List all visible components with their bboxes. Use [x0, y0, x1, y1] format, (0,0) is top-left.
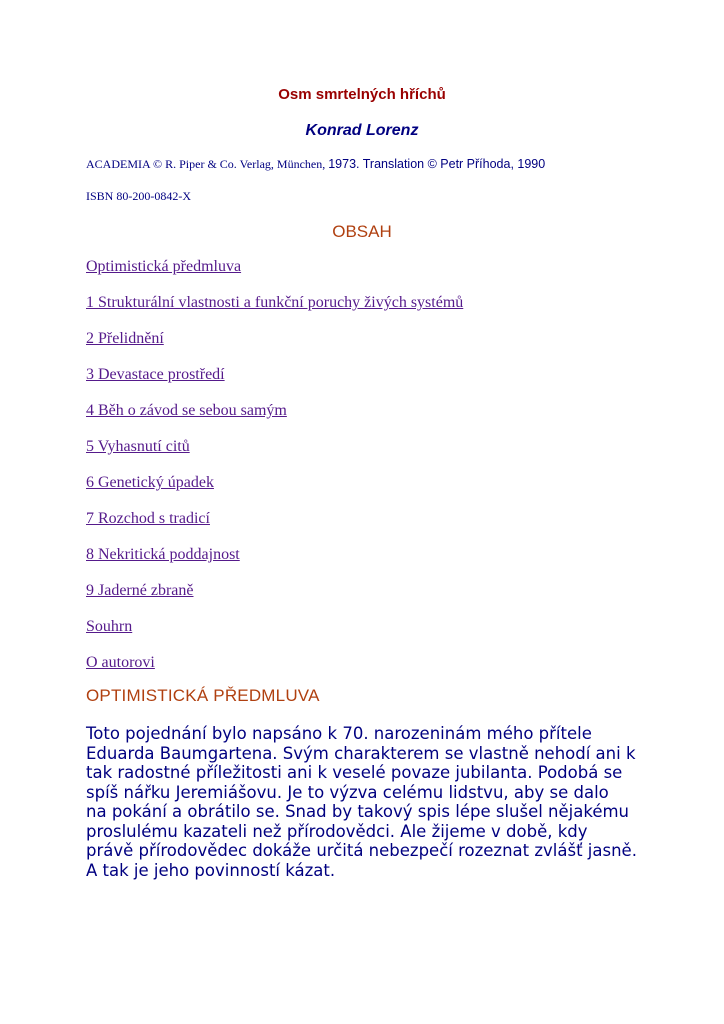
toc-item — [86, 438, 463, 474]
toc-item — [86, 474, 463, 510]
paragraph-line: proslulému kazateli než přírodovědci. Ale žijeme v době, kdy — [86, 821, 588, 841]
table-of-contents — [86, 258, 463, 690]
toc-link-chapter-8[interactable]: 8 Nekritická poddajnost — [86, 546, 240, 563]
toc-link-chapter-2[interactable]: 2 Přelidnění — [86, 330, 164, 347]
paragraph-line: spíš nářku Jeremiášovu. Je to výzva celému lidstvu, aby se dalo — [86, 782, 609, 802]
toc-item — [86, 618, 463, 654]
paragraph-line: Toto pojednání bylo napsáno k 70. narozeninám mého přítele — [86, 724, 592, 743]
toc-item — [86, 258, 463, 294]
paragraph-line: A tak je jeho povinností kázat. — [86, 860, 336, 880]
publication-info-serif: ACADEMIA © R. Piper & Co. Verlag, München, — [86, 157, 329, 171]
toc-item — [86, 546, 463, 582]
toc-link-chapter-3[interactable]: 3 Devastace prostředí — [86, 366, 225, 383]
toc-item — [86, 582, 463, 618]
toc-link-chapter-6[interactable]: 6 Genetický úpadek — [86, 474, 214, 491]
toc-link-chapter-7[interactable]: 7 Rozchod s tradicí — [86, 510, 210, 527]
toc-item — [86, 654, 463, 690]
paragraph-line: právě přírodovědec dokáže určitá nebezpečí rozeznat zvlášť jasně. — [86, 841, 637, 860]
publication-info-translation: 1973. Translation © Petr Příhoda, 1990 — [328, 157, 546, 171]
toc-link-o-autorovi[interactable]: O autorovi — [86, 654, 155, 671]
toc-link-souhrn[interactable]: Souhrn — [86, 618, 133, 635]
toc-link-chapter-9[interactable]: 9 Jaderné zbraně — [86, 582, 194, 599]
paragraph-line: tak radostné příležitosti ani k veselé povaze jubilanta. Podobá se — [86, 763, 623, 782]
body-paragraph — [86, 724, 646, 880]
toc-link-chapter-1[interactable]: 1 Strukturální vlastnosti a funkční poruchy živých systémů — [86, 294, 464, 311]
toc-item — [86, 402, 463, 438]
toc-item — [86, 294, 463, 330]
contents-heading: OBSAH — [332, 222, 392, 241]
publication-info — [86, 157, 686, 172]
paragraph-line: Eduarda Baumgartena. Svým charakterem se vlastně nehodí ani k — [86, 743, 636, 763]
toc-link-optimisticka-predmluva[interactable]: Optimistická předmluva — [86, 258, 242, 275]
paragraph-line: na pokání a obrátilo se. Snad by takový spis lépe slušel nějakému — [86, 802, 630, 821]
toc-item — [86, 330, 463, 366]
document-title: Osm smrtelných hříchů — [278, 86, 446, 103]
toc-link-chapter-4[interactable]: 4 Běh o závod se sebou samým — [86, 402, 287, 419]
toc-item — [86, 510, 463, 546]
toc-item — [86, 366, 463, 402]
toc-link-chapter-5[interactable]: 5 Vyhasnutí citů — [86, 438, 190, 455]
section-heading: OPTIMISTICKÁ PŘEDMLUVA — [86, 686, 320, 705]
isbn: ISBN 80-200-0842-X — [86, 189, 191, 203]
author-name: Konrad Lorenz — [305, 122, 419, 139]
